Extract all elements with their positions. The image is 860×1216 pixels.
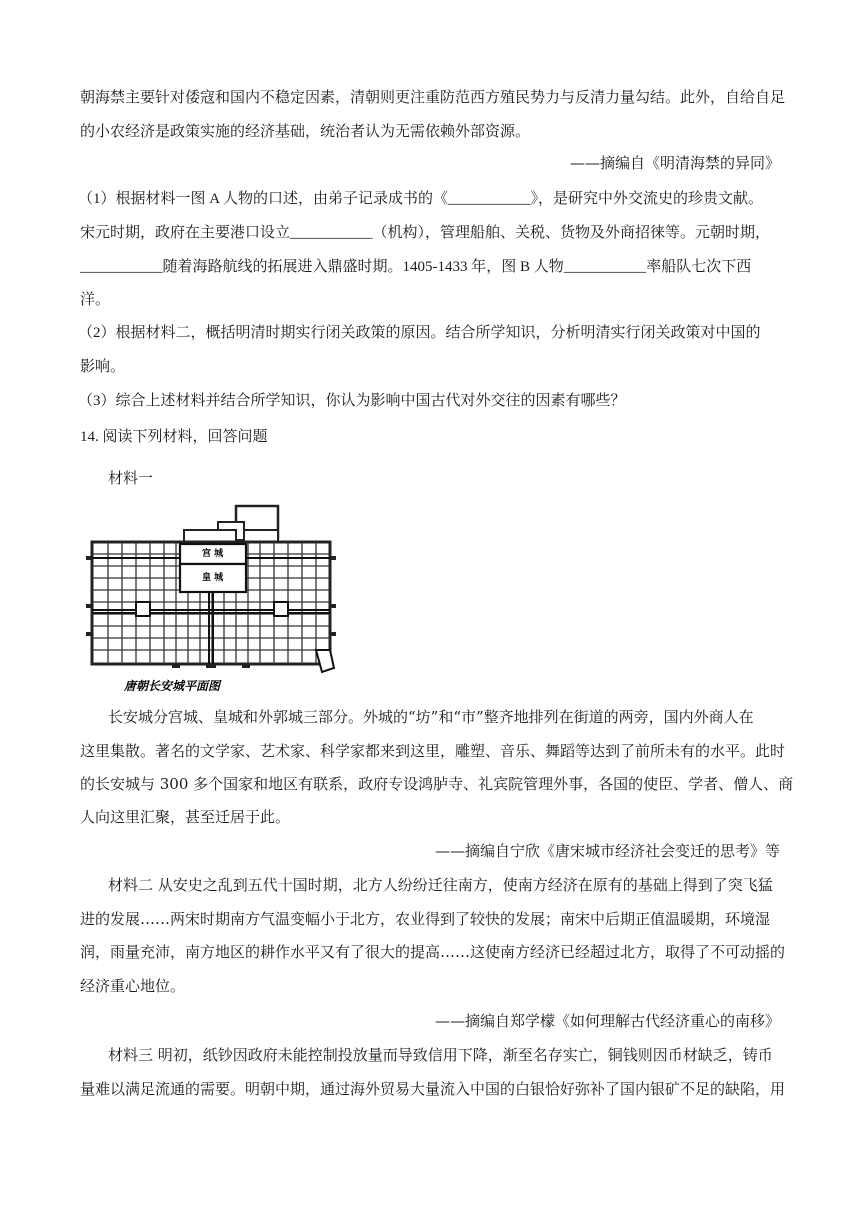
- material1-line: 人向这里汇聚，甚至迁居于此。: [80, 808, 291, 826]
- q13-sub1-line: 宋元时期，政府在主要港口设立___________（机构），管理船舶、关税、货物及外商招徕等。元朝时期，: [80, 225, 771, 241]
- material2-source: ——摘编自郑学檬《如何理解古代经济重心的南移》: [434, 1012, 780, 1030]
- material2-line: 材料二 从安史之乱到五代十国时期，北方人纷纷迁往南方，使南方经济在原有的基础上得到了突飞猛: [108, 876, 773, 894]
- q13-sub3-line: （3）综合上述材料并结合所学知识，你认为影响中国古代对外交往的因素有哪些？: [78, 393, 626, 409]
- material1-line: 的长安城与 300 多个国家和地区有联系，政府专设鸿胪寺、礼宾院管理外事，各国的使臣、学者、僧人、商: [80, 775, 794, 793]
- q13-sub1-line: ___________随着海路航线的拓展进入鼎盛时期。1405-1433 年，图 B 人物___________率船队七次下西: [80, 259, 752, 275]
- map-label-gongcheng: 宫 城: [202, 549, 224, 559]
- material1-source: ——摘编自宁欣《唐宋城市经济社会变迁的思考》等: [434, 842, 780, 860]
- material3-line: 材料三 明初，纸钞因政府未能控制投放量而导致信用下降，渐至名存实亡，铜钱则因币材缺乏，铸币: [108, 1046, 773, 1064]
- q13-sub2-line: （2）根据材料二，概括明清时期实行闭关政策的原因。结合所学知识，分析明清实行闭关政策对中国的: [78, 325, 761, 341]
- material1-line: 这里集散。著名的文学家、艺术家、科学家都来到这里，雕塑、音乐、舞蹈等达到了前所未有的水平。此时: [80, 742, 786, 760]
- changan-city-map: [84, 500, 346, 696]
- passage-line: 的小农经济是政策实施的经济基础，统治者认为无需依赖外部资源。: [80, 122, 531, 140]
- material2-line: 润，雨量充沛，南方地区的耕作水平又有了很大的提高……这使南方经济已经超过北方，取得了不可动摇的: [80, 943, 786, 961]
- material2-line: 经济重心地位。: [80, 977, 186, 995]
- passage-line: 朝海禁主要针对倭寇和国内不稳定因素，清朝则更注重防范西方殖民势力与反清力量勾结。此外，自给自足: [80, 88, 786, 106]
- material1-line: 长安城分宫城、皇城和外郭城三部分。外城的“坊”和“市”整齐地排列在街道的两旁，国内外商人在: [108, 708, 754, 726]
- q14-title: 14. 阅读下列材料，回答问题: [80, 429, 268, 445]
- material1-label: 材料一: [108, 471, 154, 487]
- q13-sub1-line: 洋。: [80, 292, 111, 308]
- map-figure: [84, 500, 346, 696]
- q13-sub1-line: （1）根据材料一图 A 人物的口述，由弟子记录成书的《___________》，是研究中外交流史的珍贵文献。: [78, 191, 764, 207]
- map-caption: 唐朝长安城平面图: [124, 679, 221, 693]
- material3-line: 量难以满足流通的需要。明朝中期，通过海外贸易大量流入中国的白银恰好弥补了国内银矿不足的缺陷，用: [80, 1080, 786, 1098]
- passage-source: ——摘编自《明清海禁的异同》: [569, 154, 780, 172]
- map-label-huangcheng: 皇 城: [202, 573, 224, 583]
- q13-sub2-line: 影响。: [80, 359, 126, 375]
- material2-line: 进的发展……两宋时期南方气温变幅小于北方，农业得到了较快的发展；南宋中后期正值温暖期，环境湿: [80, 910, 771, 928]
